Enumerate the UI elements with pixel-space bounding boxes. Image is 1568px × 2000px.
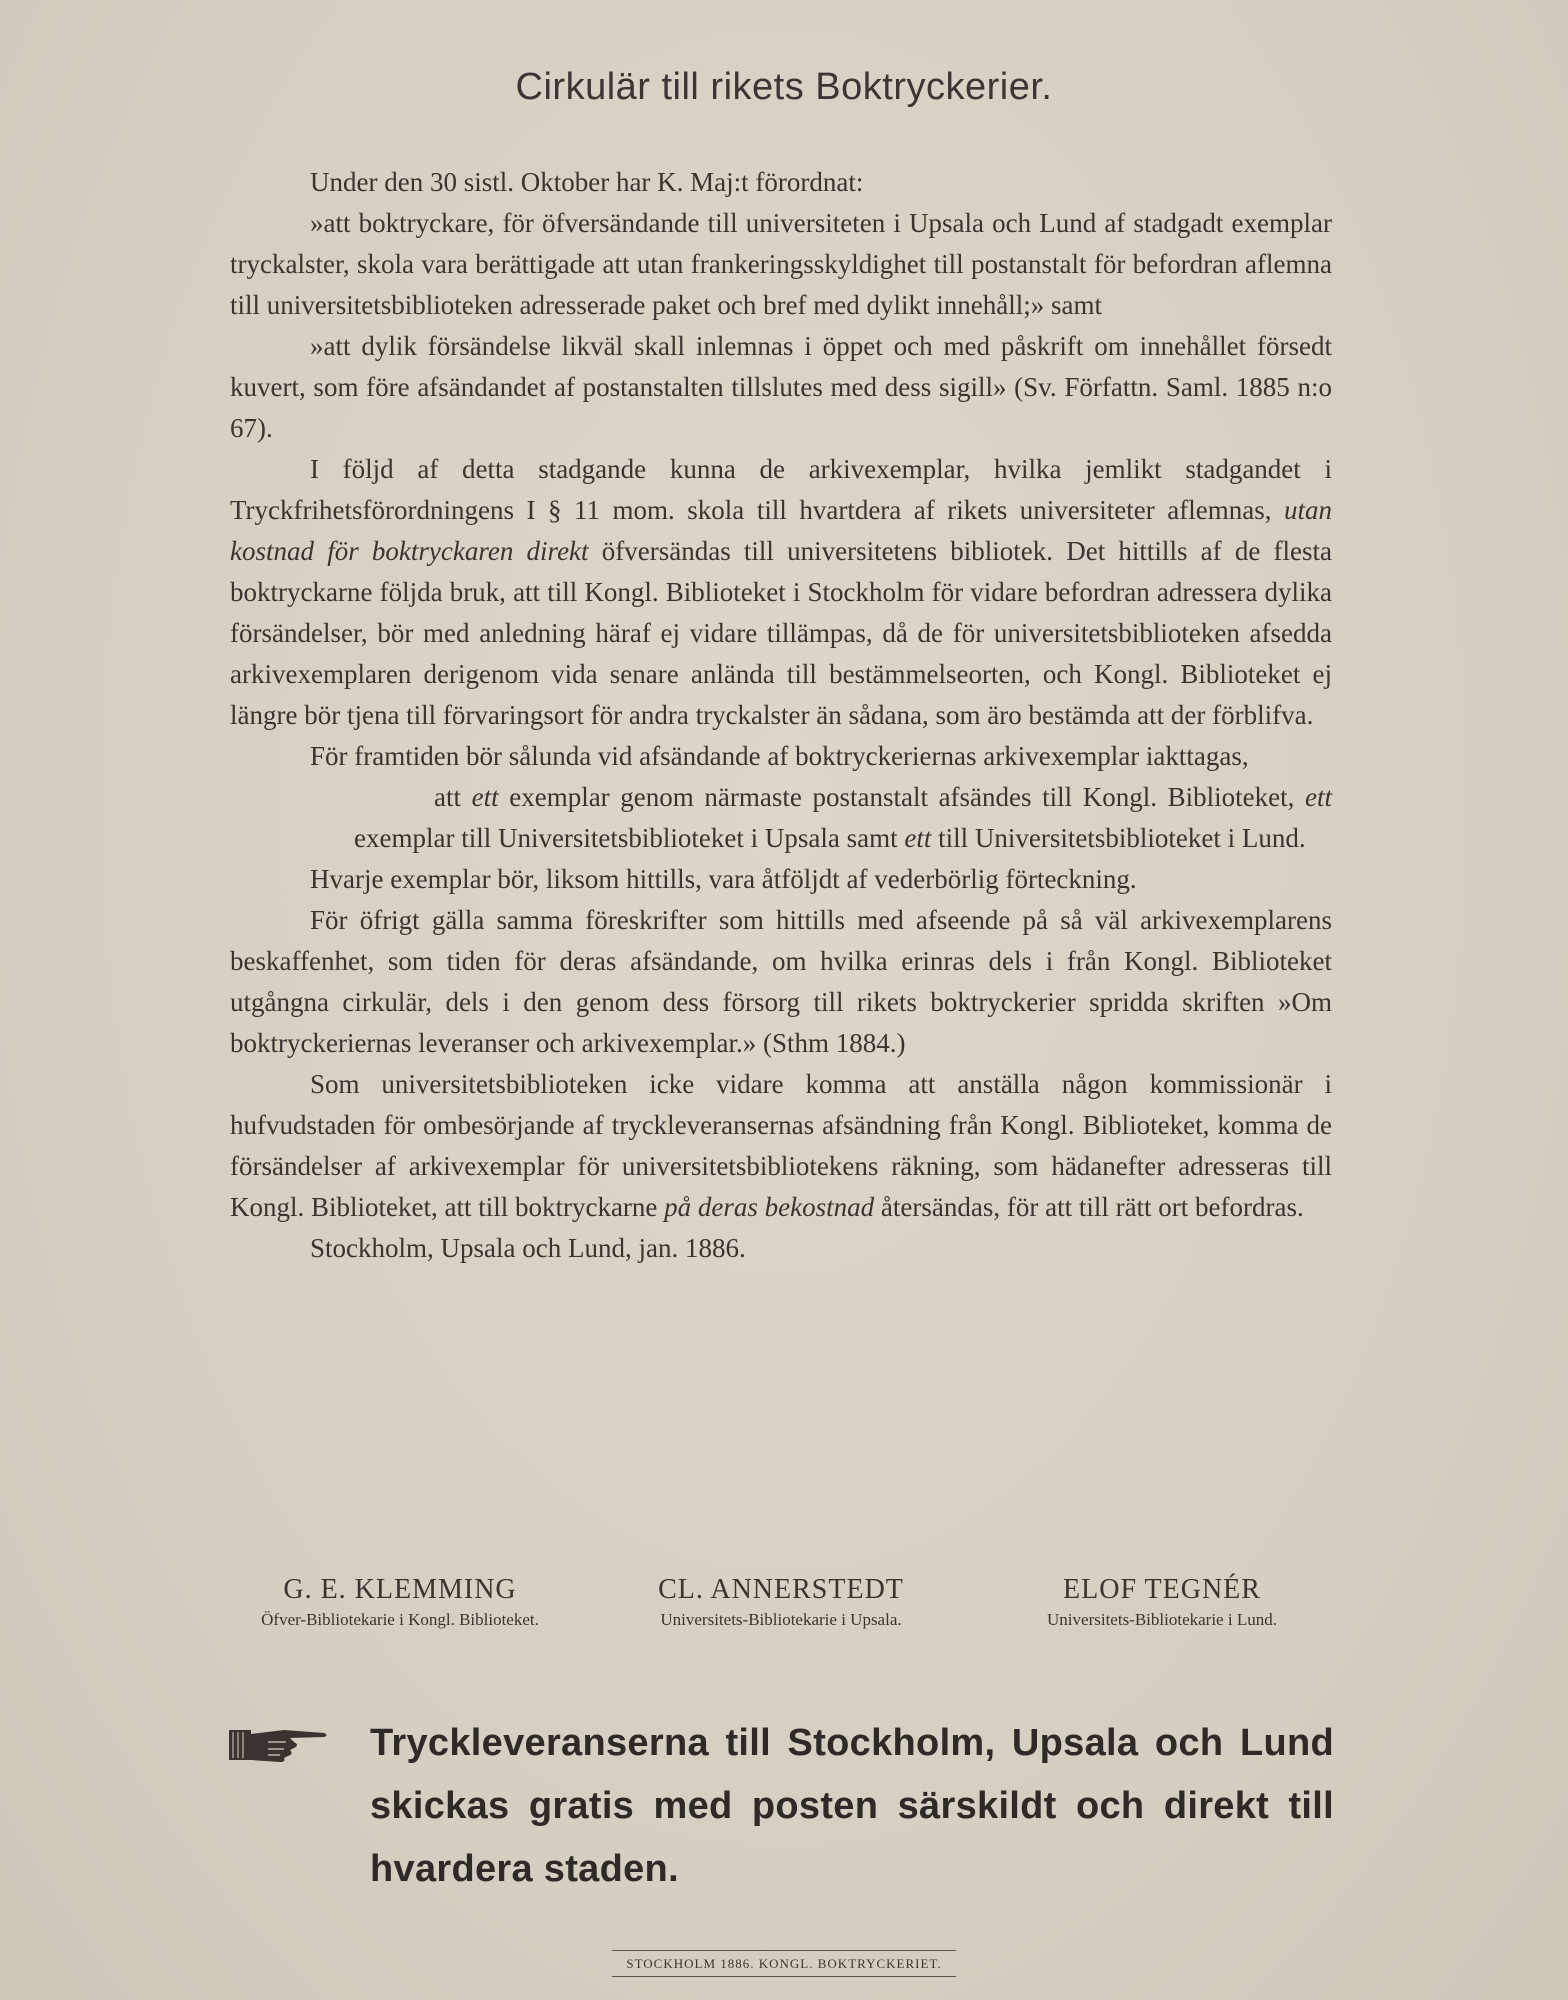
emphasis-text: ett: [471, 782, 499, 812]
document-title: Cirkulär till rikets Boktryckerier.: [515, 66, 1053, 108]
signature-name: ELOF TEGNÉR: [1063, 1574, 1261, 1605]
signature-annerstedt: [611, 1572, 951, 1632]
emphasis-text: på deras bekostnad: [664, 1192, 875, 1222]
signature-block: [230, 1572, 1332, 1632]
text-span: I följd af detta stadgande kunna de arkivexemplar, hvilka jemlikt stadgandet i Tryckfrihetsförordningens I § 11 mom. skola till hvartdera af rikets universiteter aflemnas,: [230, 454, 1332, 525]
notice-text: Tryckleveranserna till Stockholm, Upsala och Lund skickas gratis med posten särskildt och direkt till hvardera staden.: [370, 1722, 1334, 1890]
emphasis-text: ett: [1304, 782, 1332, 812]
paragraph-intro: Under den 30 sistl. Oktober har K. Maj:t förordnat:: [310, 167, 864, 197]
text-span: exemplar till Universitetsbiblioteket i Upsala samt: [354, 823, 905, 853]
signature-klemming: [230, 1572, 570, 1632]
text-span: Som universitetsbiblioteken icke vidare komma att anställa någon kommissionär i hufvudstaden för ombesörjande af tryckleveransernas afsändning från Kongl. Biblioteket, komma de försändelser af arkivexemplar för universitetsbibliotekens räkning, som hädanefter adresseras till Kongl. Biblioteket, att till boktryckarne: [230, 1069, 1332, 1222]
paragraph-place-date: Stockholm, Upsala och Lund, jan. 1886.: [310, 1233, 746, 1263]
text-span: öfversändas till universitetens bibliotek. Det hittills af de flesta boktryckarne följda bruk, att till Kongl. Biblioteket i Stockholm för vidare befordran adressera dylika försändelser, bör med anledning häraf ej vidare tillämpas, då de för universitetsbiblioteken afsedda arkivexemplaren derigenom vida senare anlända till bestämmelseorten, och Kongl. Biblioteket ej längre bör tjena till förvaringsort för andra tryckalster än sådana, som äro bestämda att der förblifva.: [230, 536, 1332, 730]
paragraph-regulations: För öfrigt gälla samma föreskrifter som hittills med afseende på så väl arkivexemplarens beskaffenhet, som tiden för deras afsändande, om hvilka erinras dels i från Kongl. Biblioteket utgångna cirkulär, dels i den genom dess försorg till rikets boktryckerier spridda skriften »Om boktryckeriernas leveranser och arkivexemplar.» (Sthm 1884.): [230, 905, 1332, 1058]
text-span: återsändas, för att till rätt ort befordras.: [874, 1192, 1304, 1222]
signature-role: Universitets-Bibliotekarie i Upsala.: [660, 1610, 902, 1629]
text-span: till Universitetsbiblioteket i Lund.: [931, 823, 1306, 853]
signature-role: Universitets-Bibliotekarie i Lund.: [1047, 1610, 1277, 1629]
paragraph-commission: [230, 1064, 1332, 1228]
signature-role: Öfver-Bibliotekarie i Kongl. Biblioteket.: [261, 1610, 539, 1629]
paragraph-consequence: [230, 449, 1332, 736]
pointing-hand-icon: [228, 1724, 330, 1764]
footer-rule-bottom: [612, 1976, 956, 1977]
paragraph-decree-1: »att boktryckare, för öfversändande till universiteten i Upsala och Lund af stadgadt exemplar tryckalster, skola vara berättigade att utan frankeringsskyldighet till postanstalt för befordran aflemna till universitetsbiblioteken adresserade paket och bref med dylikt innehåll;» samt: [230, 208, 1332, 320]
signature-name: G. E. KLEMMING: [283, 1574, 517, 1605]
printer-imprint: STOCKHOLM 1886. KONGL. BOKTRYCKERIET.: [626, 1956, 942, 1971]
text-span: exemplar genom närmaste postanstalt afsändes till Kongl. Biblioteket,: [498, 782, 1305, 812]
signature-tegner: [992, 1572, 1332, 1632]
footer-rule-top: [612, 1950, 956, 1951]
document-body: [230, 162, 1332, 1269]
emphasis-text: ett: [904, 823, 932, 853]
paragraph-future: För framtiden bör sålunda vid afsändande af boktryckeriernas arkivexemplar iakttagas,: [310, 741, 1249, 771]
signature-name: CL. ANNERSTEDT: [658, 1574, 904, 1605]
paragraph-decree-2: »att dylik försändelse likväl skall inlemnas i öppet och med påskrift om innehållet försedt kuvert, som före afsändandet af postanstalten tillslutes med dess sigill» (Sv. Författn. Saml. 1885 n:o 67).: [230, 331, 1332, 443]
paragraph-instruction: [354, 777, 1332, 859]
paragraph-listing: Hvarje exemplar bör, liksom hittills, vara åtföljdt af vederbörlig förteckning.: [310, 864, 1137, 894]
text-span: att: [434, 782, 472, 812]
emphasis-text: utan kostnad för boktryckaren direkt: [230, 495, 1332, 566]
